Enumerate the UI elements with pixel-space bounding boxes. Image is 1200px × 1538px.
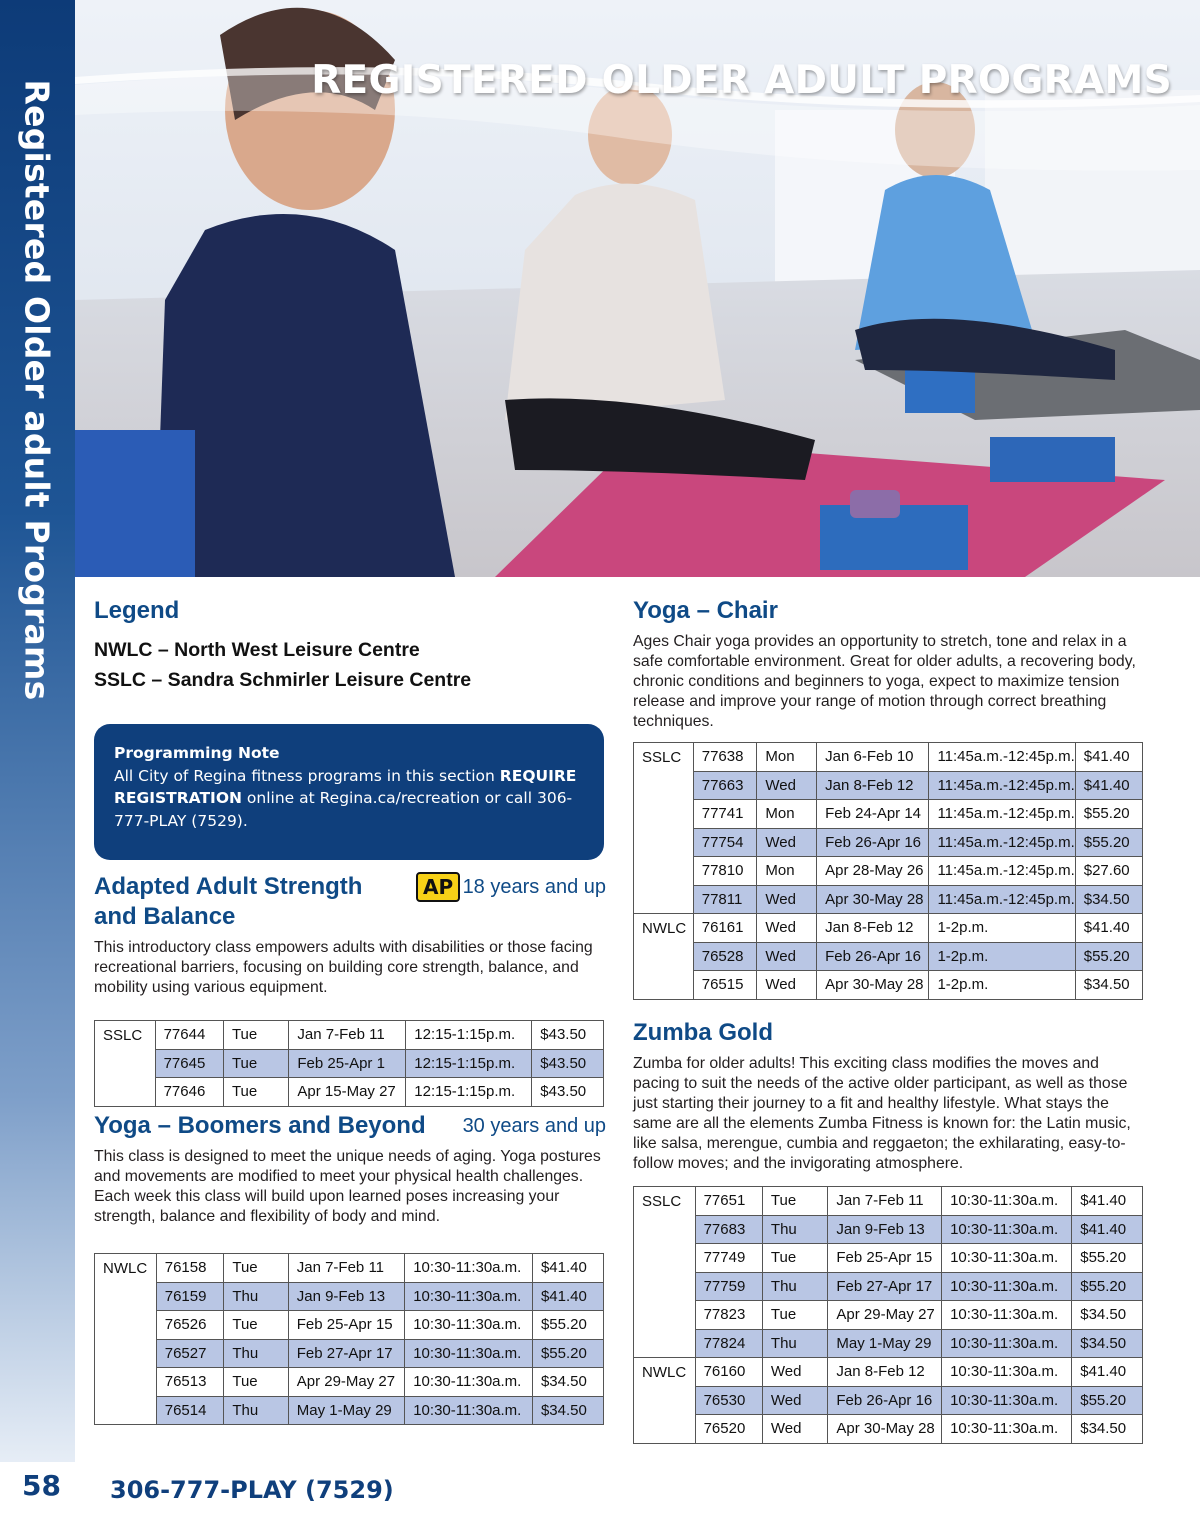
zumba-title: Zumba Gold — [633, 1019, 773, 1046]
cell-time: 10:30-11:30a.m. — [405, 1282, 533, 1311]
table-row — [95, 1339, 604, 1368]
table-row — [634, 914, 1143, 943]
table-row — [95, 1078, 604, 1107]
cell-course-code: 76161 — [693, 914, 757, 943]
cell-fee: $41.40 — [1075, 771, 1142, 800]
cell-day: Wed — [757, 828, 817, 857]
table-row — [634, 771, 1143, 800]
cell-day: Wed — [757, 885, 817, 914]
cell-location: NWLC — [634, 914, 694, 1000]
cell-fee: $55.20 — [532, 1311, 603, 1340]
cell-course-code: 76528 — [693, 942, 757, 971]
cell-fee: $43.50 — [532, 1021, 604, 1050]
cell-time: 10:30-11:30a.m. — [405, 1368, 533, 1397]
table-row — [634, 942, 1143, 971]
cell-day: Wed — [757, 942, 817, 971]
cell-course-code: 76530 — [695, 1386, 762, 1415]
chair-title: Yoga – Chair — [633, 597, 778, 624]
cell-course-code: 77646 — [155, 1078, 223, 1107]
cell-dates: Jan 8-Feb 12 — [817, 771, 929, 800]
cell-fee: $55.20 — [1075, 942, 1142, 971]
adapted-age: 18 years and up — [462, 876, 606, 898]
table-row — [95, 1396, 604, 1425]
cell-dates: May 1-May 29 — [828, 1329, 942, 1358]
cell-fee: $43.50 — [532, 1078, 604, 1107]
table-row — [634, 1329, 1143, 1358]
table-row — [634, 1215, 1143, 1244]
cell-fee: $43.50 — [532, 1049, 604, 1078]
cell-fee: $34.50 — [1072, 1415, 1143, 1444]
side-section-title: Registered Older adult Programs — [17, 79, 57, 701]
cell-time: 10:30-11:30a.m. — [942, 1415, 1072, 1444]
cell-dates: Jan 8-Feb 12 — [828, 1358, 942, 1387]
cell-fee: $34.50 — [532, 1396, 603, 1425]
cell-dates: Jan 7-Feb 11 — [828, 1187, 942, 1216]
note-text-pre: All City of Regina fitness programs in this section — [114, 766, 500, 785]
cell-location: NWLC — [95, 1254, 157, 1425]
legend-item-nwlc: NWLC – North West Leisure Centre — [94, 639, 420, 661]
cell-fee: $34.50 — [1072, 1329, 1143, 1358]
cell-time: 10:30-11:30a.m. — [405, 1396, 533, 1425]
table-row — [95, 1021, 604, 1050]
note-text-post: online at Regina.ca/recreation or call 306-777-PLAY (7529). — [114, 789, 573, 830]
cell-day: Wed — [757, 971, 817, 1000]
cell-course-code: 77741 — [693, 800, 757, 829]
cell-day: Mon — [757, 857, 817, 886]
cell-time: 10:30-11:30a.m. — [405, 1254, 533, 1283]
cell-day: Wed — [762, 1358, 827, 1387]
boomers-title: Yoga – Boomers and Beyond — [94, 1112, 426, 1139]
table-row — [634, 1187, 1143, 1216]
table-row — [634, 828, 1143, 857]
adapted-schedule-table — [94, 1020, 604, 1107]
cell-time: 12:15-1:15p.m. — [406, 1049, 532, 1078]
programming-note-title: Programming Note — [114, 744, 280, 762]
cell-time: 11:45a.m.-12:45p.m. — [929, 771, 1075, 800]
cell-course-code: 77749 — [695, 1244, 762, 1273]
cell-time: 1-2p.m. — [929, 971, 1075, 1000]
page-number: 58 — [22, 1469, 61, 1502]
cell-fee: $34.50 — [1075, 971, 1142, 1000]
cell-course-code: 76160 — [695, 1358, 762, 1387]
legend-item-sslc: SSLC – Sandra Schmirler Leisure Centre — [94, 669, 472, 691]
cell-time: 10:30-11:30a.m. — [942, 1386, 1072, 1415]
cell-fee: $55.20 — [1072, 1272, 1143, 1301]
cell-course-code: 77754 — [693, 828, 757, 857]
cell-course-code: 77824 — [695, 1329, 762, 1358]
zumba-description: Zumba for older adults! This exciting class modifies the moves and pacing to suit the needs of the active older participant, as well as those just starting their journey to a fit and healthy lifestyle. What stays the same are all the elements Zumba Fitness is known for: the Latin music, like salsa, merengue, cumbia and reggaeton; the exhilarating, easy-to-follow moves; and the invigorating atmosphere. — [633, 1055, 1131, 1172]
table-row — [95, 1368, 604, 1397]
programming-note — [94, 724, 604, 860]
cell-course-code: 77663 — [693, 771, 757, 800]
section-chair — [633, 596, 1145, 1000]
cell-time: 10:30-11:30a.m. — [942, 1301, 1072, 1330]
cell-day: Wed — [757, 914, 817, 943]
cell-location: SSLC — [634, 743, 694, 914]
table-row — [634, 1301, 1143, 1330]
cell-dates: Feb 26-Apr 16 — [817, 828, 929, 857]
table-row — [634, 800, 1143, 829]
cell-dates: Apr 28-May 26 — [817, 857, 929, 886]
cell-course-code: 76527 — [156, 1339, 224, 1368]
cell-time: 10:30-11:30a.m. — [405, 1311, 533, 1340]
cell-day: Thu — [762, 1329, 827, 1358]
cell-course-code: 76514 — [156, 1396, 224, 1425]
hero-photo — [75, 0, 1200, 577]
table-row — [634, 1415, 1143, 1444]
cell-time: 11:45a.m.-12:45p.m. — [929, 800, 1075, 829]
cell-course-code: 77759 — [695, 1272, 762, 1301]
table-row — [634, 1358, 1143, 1387]
cell-course-code: 76515 — [693, 971, 757, 1000]
cell-course-code: 76513 — [156, 1368, 224, 1397]
cell-fee: $34.50 — [532, 1368, 603, 1397]
cell-location: NWLC — [634, 1358, 696, 1444]
table-row — [634, 1386, 1143, 1415]
cell-course-code: 77823 — [695, 1301, 762, 1330]
table-row — [634, 885, 1143, 914]
adapted-title: Adapted Adult Strength and Balance — [94, 873, 363, 930]
cell-time: 10:30-11:30a.m. — [942, 1187, 1072, 1216]
cell-day: Tue — [223, 1078, 288, 1107]
cell-day: Tue — [223, 1049, 288, 1078]
cell-fee: $55.20 — [1075, 828, 1142, 857]
cell-dates: May 1-May 29 — [288, 1396, 404, 1425]
cell-dates: Jan 7-Feb 11 — [289, 1021, 406, 1050]
cell-location: SSLC — [95, 1021, 156, 1107]
cell-day: Tue — [224, 1368, 288, 1397]
adapted-description: This introductory class empowers adults with disabilities or those facing recreational barriers, focusing on building core strength, balance, and mobility using various equipment. — [94, 939, 593, 996]
ap-badge: AP — [416, 872, 460, 902]
cell-course-code: 77644 — [155, 1021, 223, 1050]
cell-fee: $41.40 — [1072, 1187, 1143, 1216]
cell-dates: Feb 24-Apr 14 — [817, 800, 929, 829]
cell-fee: $41.40 — [1072, 1358, 1143, 1387]
cell-time: 12:15-1:15p.m. — [406, 1078, 532, 1107]
cell-dates: Apr 29-May 27 — [828, 1301, 942, 1330]
cell-fee: $27.60 — [1075, 857, 1142, 886]
cell-course-code: 76158 — [156, 1254, 224, 1283]
table-row — [634, 1272, 1143, 1301]
cell-fee: $34.50 — [1072, 1301, 1143, 1330]
cell-dates: Jan 9-Feb 13 — [828, 1215, 942, 1244]
cell-fee: $41.40 — [1075, 743, 1142, 772]
cell-dates: Feb 26-Apr 16 — [828, 1386, 942, 1415]
cell-location: SSLC — [634, 1187, 696, 1358]
cell-dates: Feb 25-Apr 15 — [288, 1311, 404, 1340]
cell-day: Thu — [224, 1282, 288, 1311]
cell-fee: $55.20 — [532, 1339, 603, 1368]
cell-dates: Feb 25-Apr 15 — [828, 1244, 942, 1273]
cell-dates: Jan 9-Feb 13 — [288, 1282, 404, 1311]
cell-dates: Apr 29-May 27 — [288, 1368, 404, 1397]
cell-day: Wed — [762, 1386, 827, 1415]
cell-time: 10:30-11:30a.m. — [942, 1244, 1072, 1273]
cell-day: Mon — [757, 743, 817, 772]
cell-course-code: 77810 — [693, 857, 757, 886]
cell-day: Mon — [757, 800, 817, 829]
cell-course-code: 77811 — [693, 885, 757, 914]
cell-time: 1-2p.m. — [929, 942, 1075, 971]
cell-dates: Jan 6-Feb 10 — [817, 743, 929, 772]
cell-course-code: 77645 — [155, 1049, 223, 1078]
cell-day: Tue — [224, 1254, 288, 1283]
cell-time: 10:30-11:30a.m. — [942, 1215, 1072, 1244]
cell-time: 11:45a.m.-12:45p.m. — [929, 857, 1075, 886]
cell-time: 11:45a.m.-12:45p.m. — [929, 743, 1075, 772]
cell-dates: Feb 27-Apr 17 — [288, 1339, 404, 1368]
cell-time: 11:45a.m.-12:45p.m. — [929, 885, 1075, 914]
cell-day: Wed — [762, 1415, 827, 1444]
cell-fee: $34.50 — [1075, 885, 1142, 914]
cell-dates: Apr 15-May 27 — [289, 1078, 406, 1107]
cell-day: Thu — [224, 1396, 288, 1425]
cell-time: 10:30-11:30a.m. — [942, 1272, 1072, 1301]
chair-schedule-table — [633, 742, 1143, 1000]
cell-dates: Apr 30-May 28 — [828, 1415, 942, 1444]
cell-day: Wed — [757, 771, 817, 800]
table-row — [634, 857, 1143, 886]
cell-day: Thu — [762, 1272, 827, 1301]
cell-fee: $55.20 — [1075, 800, 1142, 829]
cell-dates: Apr 30-May 28 — [817, 885, 929, 914]
cell-fee: $41.40 — [532, 1282, 603, 1311]
cell-dates: Jan 7-Feb 11 — [288, 1254, 404, 1283]
section-boomers — [94, 1111, 606, 1425]
cell-time: 10:30-11:30a.m. — [405, 1339, 533, 1368]
cell-dates: Feb 26-Apr 16 — [817, 942, 929, 971]
zumba-schedule-table — [633, 1186, 1143, 1444]
footer-phone: 306-777-PLAY (7529) — [110, 1476, 394, 1504]
cell-fee: $41.40 — [1072, 1215, 1143, 1244]
cell-day: Tue — [762, 1187, 827, 1216]
cell-course-code: 76526 — [156, 1311, 224, 1340]
cell-course-code: 77683 — [695, 1215, 762, 1244]
cell-course-code: 76520 — [695, 1415, 762, 1444]
table-row — [95, 1049, 604, 1078]
cell-time: 10:30-11:30a.m. — [942, 1329, 1072, 1358]
cell-dates: Feb 27-Apr 17 — [828, 1272, 942, 1301]
cell-day: Tue — [762, 1244, 827, 1273]
chair-description: Ages Chair yoga provides an opportunity to stretch, tone and relax in a safe comfortable environment. Great for older adults, a recovering body, chronic conditions and beginners to yoga, expect to maximize tension release and improve your range of motion through correct breathing techniques. — [633, 633, 1136, 730]
cell-fee: $55.20 — [1072, 1244, 1143, 1273]
cell-dates: Feb 25-Apr 1 — [289, 1049, 406, 1078]
cell-day: Tue — [223, 1021, 288, 1050]
cell-dates: Jan 8-Feb 12 — [817, 914, 929, 943]
cell-time: 11:45a.m.-12:45p.m. — [929, 828, 1075, 857]
cell-fee: $55.20 — [1072, 1386, 1143, 1415]
left-column — [94, 596, 606, 692]
table-row — [95, 1311, 604, 1340]
cell-time: 10:30-11:30a.m. — [942, 1358, 1072, 1387]
note-text-bold: REQUIRE REGISTRATION — [114, 766, 577, 807]
legend-heading: Legend — [94, 597, 180, 624]
cell-day: Thu — [762, 1215, 827, 1244]
boomers-description: This class is designed to meet the unique needs of aging. Yoga postures and movements are modified to meet your physical health challenges. Each week this class will build upon learned poses increasing your strength, balance and flexibility of body and mind. — [94, 1148, 601, 1225]
programming-note-text — [114, 765, 584, 833]
cell-course-code: 76159 — [156, 1282, 224, 1311]
cell-time: 12:15-1:15p.m. — [406, 1021, 532, 1050]
cell-day: Tue — [224, 1311, 288, 1340]
table-row — [95, 1282, 604, 1311]
boomers-schedule-table — [94, 1253, 604, 1425]
cell-day: Tue — [762, 1301, 827, 1330]
cell-course-code: 77638 — [693, 743, 757, 772]
cell-fee: $41.40 — [532, 1254, 603, 1283]
cell-fee: $41.40 — [1075, 914, 1142, 943]
cell-day: Thu — [224, 1339, 288, 1368]
side-bar — [0, 0, 75, 1462]
section-adapted — [94, 872, 606, 1107]
cell-time: 1-2p.m. — [929, 914, 1075, 943]
cell-course-code: 77651 — [695, 1187, 762, 1216]
hero-title: REGISTERED OLDER ADULT PROGRAMS — [311, 58, 1172, 103]
table-row — [634, 971, 1143, 1000]
section-zumba — [633, 1018, 1145, 1444]
cell-dates: Apr 30-May 28 — [817, 971, 929, 1000]
boomers-age: 30 years and up — [462, 1115, 606, 1137]
table-row — [95, 1254, 604, 1283]
table-row — [634, 743, 1143, 772]
table-row — [634, 1244, 1143, 1273]
